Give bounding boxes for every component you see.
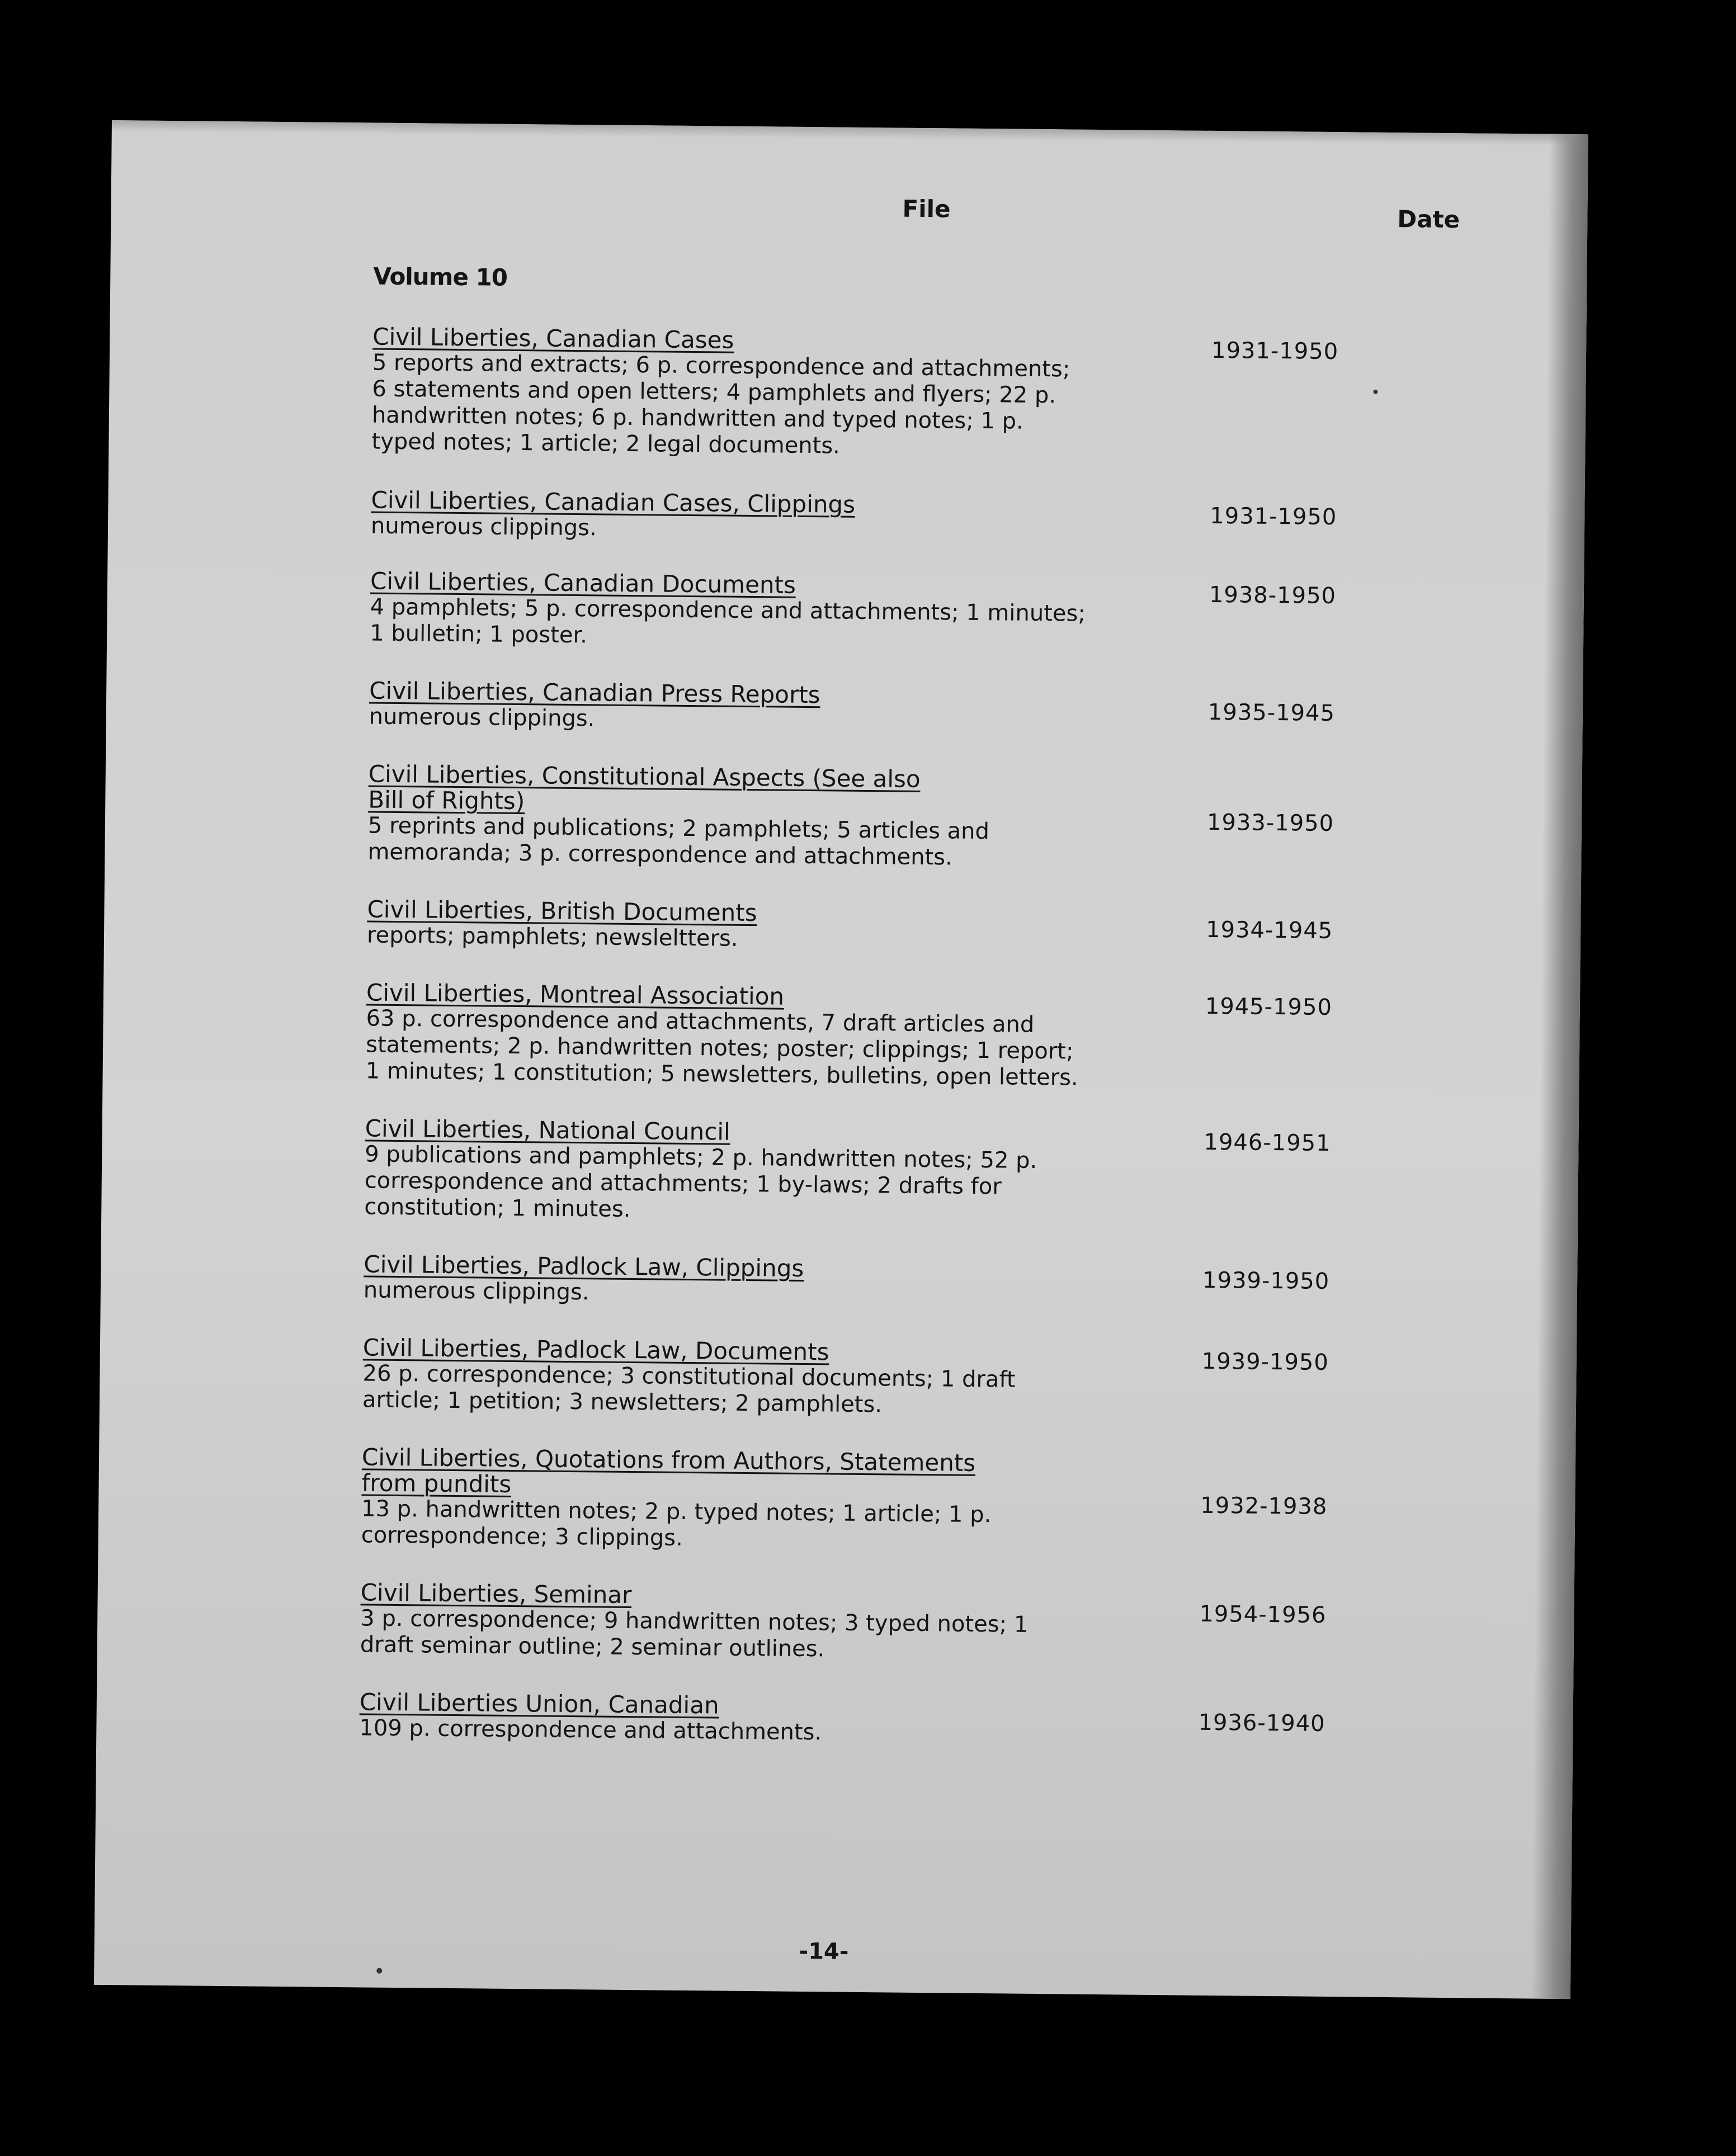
file-entry <box>371 487 1523 550</box>
file-entry <box>359 1689 1512 1752</box>
entry-date: 1936-1940 <box>1198 1709 1325 1737</box>
entry-description: 3 p. correspondence; 9 handwritten notes; 3 typed notes; 1 draft seminar outline; 2 seminar outlines. <box>360 1605 1029 1662</box>
entry-date: 1932-1938 <box>1200 1492 1328 1520</box>
entry-date: 1946-1951 <box>1204 1129 1331 1157</box>
entry-title: Civil Liberties, National Council <box>365 1114 730 1146</box>
file-entry <box>362 1335 1515 1424</box>
entry-date: 1935-1945 <box>1207 699 1336 727</box>
date-column-header: Date <box>1397 205 1460 234</box>
file-entry <box>370 568 1522 658</box>
entry-title: Civil Liberties Union, Canadian <box>359 1688 719 1719</box>
entry-title: Civil Liberties, Padlock Law, Clippings <box>364 1250 804 1282</box>
entry-description: numerous clippings. <box>363 1277 589 1306</box>
entry-date: 1939-1950 <box>1201 1348 1329 1375</box>
entry-date: 1939-1950 <box>1202 1267 1330 1294</box>
entry-description: reports; pamphlets; newsleltters. <box>366 922 738 952</box>
entry-title: Civil Liberties, Canadian Press Reports <box>369 677 820 709</box>
entry-title: Civil Liberties, Canadian Documents <box>370 567 796 599</box>
entry-description: 4 pamphlets; 5 p. correspondence and attachments; 1 minutes; 1 bulletin; 1 poster. <box>369 594 1086 649</box>
entry-description: 5 reprints and publications; 2 pamphlets; 5 articles and memoranda; 3 p. correspondence and attachments. <box>367 812 990 871</box>
entry-date: 1945-1950 <box>1205 993 1333 1021</box>
entry-title: Civil Liberties, Constitutional Aspects (See also Bill of Rights) <box>368 760 921 815</box>
file-entry <box>364 1251 1516 1315</box>
entry-description: numerous clippings. <box>370 513 597 541</box>
file-entry-list <box>359 324 1525 1752</box>
entry-date: 1934-1945 <box>1205 916 1333 944</box>
volume-heading: Volume 10 <box>373 262 508 291</box>
page-top-edge <box>112 120 1588 145</box>
file-column-header: File <box>902 195 951 223</box>
entry-title: Civil Liberties, Seminar <box>360 1578 632 1609</box>
entry-description: 5 reports and extracts; 6 p. correspondence and attachments; 6 statements and open letters; 4 pamphlets and flyers; 22 p. handwritten notes; 6 p. handwritten and typed notes; 1 p. typed notes; 1 article; 2 legal documents. <box>371 349 1070 459</box>
entry-description: 63 p. correspondence and attachments, 7 draft articles and statements; 2 p. handwritten notes; poster; clippings; 1 report; 1 minutes; 1 constitution; 5 newsletters, bulletins, open letters. <box>365 1005 1078 1091</box>
entry-title: Civil Liberties, British Documents <box>367 895 757 927</box>
page-right-edge <box>1531 134 1588 1999</box>
finding-aid-content <box>359 190 1526 1746</box>
file-entry <box>365 980 1518 1095</box>
file-entry <box>371 324 1525 466</box>
file-entry <box>369 678 1522 741</box>
file-entry <box>367 761 1521 876</box>
file-entry <box>360 1580 1513 1669</box>
entry-title: Civil Liberties, Canadian Cases, Clippings <box>371 486 856 518</box>
document-page <box>94 120 1588 1999</box>
entry-date: 1931-1950 <box>1210 503 1337 531</box>
entry-date: 1931-1950 <box>1211 337 1339 365</box>
entry-title: Civil Liberties, Quotations from Authors, Statements from pundits <box>361 1443 976 1498</box>
entry-description: 13 p. handwritten notes; 2 p. typed notes; 1 article; 1 p. correspondence; 3 clippings. <box>361 1496 992 1551</box>
entry-title: Civil Liberties, Montreal Association <box>366 978 785 1010</box>
entry-date: 1954-1956 <box>1199 1601 1327 1628</box>
entry-date: 1933-1950 <box>1206 809 1334 837</box>
entry-description: numerous clippings. <box>369 703 595 732</box>
entry-description: 9 publications and pamphlets; 2 p. handwritten notes; 52 p. correspondence and attachments; 1 by-laws; 2 drafts for constitution; 1 minutes. <box>364 1141 1037 1222</box>
entry-description: 109 p. correspondence and attachments. <box>359 1715 822 1746</box>
page-number: -14- <box>799 1938 849 1965</box>
file-entry <box>367 896 1520 959</box>
scan-speck <box>376 1968 382 1974</box>
entry-date: 1938-1950 <box>1209 581 1337 609</box>
file-entry <box>364 1115 1517 1231</box>
entry-title: Civil Liberties, Canadian Cases <box>372 323 734 354</box>
entry-title: Civil Liberties, Padlock Law, Documents <box>362 1334 829 1366</box>
entry-description: 26 p. correspondence; 3 constitutional documents; 1 draft article; 1 petition; 3 newsletters; 2 pamphlets. <box>362 1360 1016 1418</box>
scan-speck <box>1373 390 1378 394</box>
file-entry <box>361 1444 1515 1559</box>
